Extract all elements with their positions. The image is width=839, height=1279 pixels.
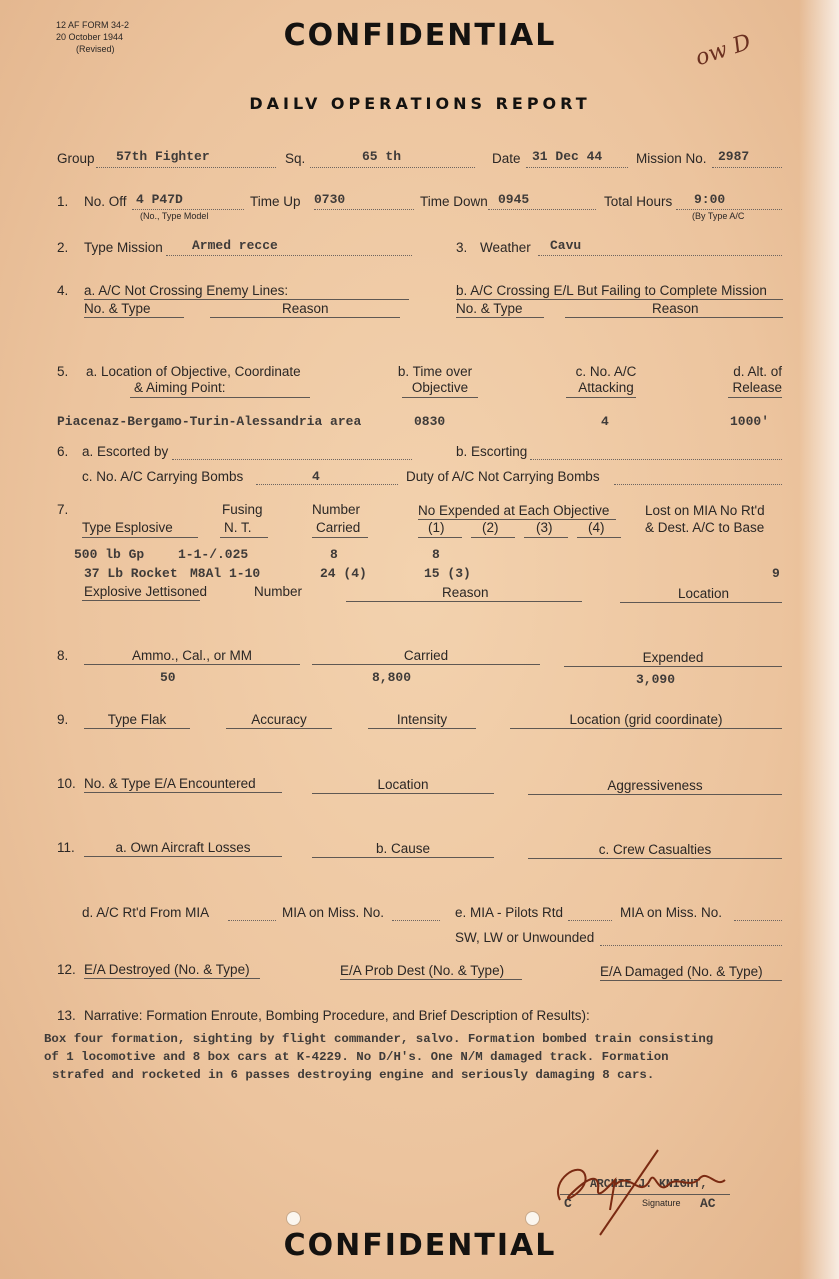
objective-2-underline — [471, 537, 515, 538]
intensity-header: Intensity — [396, 712, 448, 727]
sq-value: 65 th — [362, 149, 402, 164]
ammo-expended-underline — [564, 666, 782, 667]
altitude-value: 1000' — [730, 414, 770, 429]
location-objective-label: a. Location of Objective, Coordinate — [86, 364, 301, 379]
item8-number: 8. — [57, 648, 69, 663]
ea-prob-dest-underline — [340, 979, 522, 980]
ea-destroyed-underline — [84, 978, 260, 979]
b-no-type-header: No. & Type — [456, 301, 523, 316]
accuracy-underline — [226, 728, 332, 729]
objective-1-underline — [418, 537, 462, 538]
mia-pilots-rtd-label: e. MIA - Pilots Rtd — [455, 905, 564, 920]
rank-suffix: AC — [700, 1196, 716, 1211]
objective-label: Objective — [411, 380, 469, 395]
form-number: 12 AF FORM 34-2 — [56, 20, 130, 30]
explosive-type-cell: 500 lb Gp — [74, 547, 145, 562]
sq-line — [310, 167, 475, 168]
no-off-sublabel: (No., Type Model — [140, 211, 209, 221]
objective-2-header: (2) — [482, 520, 499, 535]
paper-edge — [799, 0, 839, 1279]
item6-number: 6. — [57, 444, 69, 459]
intensity-underline — [368, 728, 476, 729]
ea-encountered-underline — [84, 792, 282, 793]
ammo-caliber-value: 50 — [160, 670, 176, 685]
a-no-type-underline — [84, 317, 184, 318]
ammo-carried-header: Carried — [403, 648, 449, 663]
time-down-line — [488, 209, 596, 210]
item13-number: 13. — [57, 1008, 76, 1023]
punch-hole — [525, 1211, 540, 1226]
type-explosive-header: Type Esplosive — [82, 520, 173, 535]
jettisoned-location-underline — [620, 602, 782, 603]
mission-line — [712, 167, 782, 168]
attacking-underline — [566, 397, 636, 398]
ammo-caliber-underline — [84, 664, 300, 665]
cause-underline — [312, 857, 494, 858]
mia-miss-line-1 — [392, 920, 440, 921]
fusing-cell: M8Al 1-10 — [190, 566, 261, 581]
cause-header: b. Cause — [375, 841, 431, 856]
item4-number: 4. — [57, 283, 69, 298]
punch-hole — [286, 1211, 301, 1226]
item12-number: 12. — [57, 962, 76, 977]
objective-3-header: (3) — [536, 520, 553, 535]
mia-miss-label-2: MIA on Miss. No. — [620, 905, 723, 920]
b-no-type-underline — [456, 317, 544, 318]
jettisoned-number-label: Number — [254, 584, 303, 599]
duty-label: Duty of A/C Not Carrying Bombs — [406, 469, 600, 484]
escorting-label: b. Escorting — [456, 444, 528, 459]
ammo-expended-header: Expended — [642, 650, 704, 665]
type-mission-label: Type Mission — [84, 240, 163, 255]
objective-1-header: (1) — [428, 520, 445, 535]
aggressiveness-header: Aggressiveness — [607, 778, 703, 793]
type-flak-header: Type Flak — [107, 712, 167, 727]
report-title: DAILV OPERATIONS REPORT — [249, 94, 591, 113]
attacking-value: 4 — [601, 414, 609, 429]
wounded-line — [600, 945, 782, 946]
carried-cell: 8 — [330, 547, 338, 562]
form-revised: (Revised) — [76, 44, 115, 54]
own-losses-underline — [84, 856, 282, 857]
no-off-value: 4 P47D — [136, 192, 183, 207]
fusing-label: Fusing — [222, 502, 263, 517]
escorted-by-label: a. Escorted by — [82, 444, 169, 459]
form-date: 20 October 1944 — [56, 32, 124, 42]
explosive-type-cell: 37 Lb Rocket — [84, 566, 178, 581]
objective-3-underline — [524, 537, 568, 538]
no-ac-label: c. No. A/C — [575, 364, 637, 379]
mia-miss-label-1: MIA on Miss. No. — [282, 905, 385, 920]
objective-underline — [402, 397, 478, 398]
aggressiveness-underline — [528, 794, 782, 795]
a-reason-underline — [210, 317, 400, 318]
crew-casualties-underline — [528, 858, 782, 859]
classification-header: CONFIDENTIAL — [283, 18, 557, 53]
expended-underline — [418, 519, 616, 520]
item7-number: 7. — [57, 502, 69, 517]
item11-number: 11. — [57, 840, 75, 855]
ea-damaged-header: E/A Damaged (No. & Type) — [600, 964, 763, 979]
time-up-label: Time Up — [250, 194, 301, 209]
carried-underline — [312, 537, 368, 538]
flak-location-header: Location (grid coordinate) — [569, 712, 723, 727]
aiming-point-label: & Aiming Point: — [134, 380, 226, 395]
ea-destroyed-header: E/A Destroyed (No. & Type) — [84, 962, 250, 977]
own-losses-header: a. Own Aircraft Losses — [115, 840, 251, 855]
total-hours-line — [676, 209, 782, 210]
narrative-line-3: strafed and rocketed in 6 passes destroying engine and seriously damaging 8 cars. — [52, 1068, 655, 1082]
aiming-point-underline — [130, 397, 310, 398]
type-flak-underline — [84, 728, 190, 729]
release-label: Release — [732, 380, 782, 395]
jettisoned-reason-label: Reason — [442, 585, 489, 600]
ea-prob-dest-header: E/A Prob Dest (No. & Type) — [340, 963, 505, 978]
group-line — [96, 167, 276, 168]
item1-number: 1. — [57, 194, 69, 209]
mission-value: 2987 — [718, 149, 750, 164]
narrative-line-1: Box four formation, sighting by flight commander, salvo. Formation bombed train consisting — [44, 1032, 714, 1046]
escorting-line — [530, 459, 782, 460]
a-not-crossing-line — [84, 299, 409, 300]
narrative-line-2: of 1 locomotive and 8 box cars at K-4229. No D/H's. One N/M damaged track. Formation — [44, 1050, 669, 1064]
type-mission-value: Armed recce — [192, 238, 278, 253]
b-reason-header: Reason — [652, 301, 699, 316]
sq-label: Sq. — [285, 151, 306, 166]
ammo-caliber-header: Ammo., Cal., or MM — [131, 648, 252, 663]
ammo-carried-underline — [312, 664, 540, 665]
handwritten-note: ow D — [692, 29, 755, 72]
nt-header: N. T. — [224, 520, 252, 535]
carried-header: Carried — [316, 520, 361, 535]
time-down-value: 0945 — [498, 192, 530, 207]
total-hours-sublabel: (By Type A/C — [692, 211, 745, 221]
date-value: 31 Dec 44 — [532, 149, 603, 164]
expended-cell: 15 (3) — [424, 566, 471, 581]
mission-label: Mission No. — [636, 151, 707, 166]
b-crossing-label: b. A/C Crossing E/L But Failing to Complete Mission — [456, 283, 767, 298]
a-not-crossing-label: a. A/C Not Crossing Enemy Lines: — [84, 283, 289, 298]
accuracy-header: Accuracy — [251, 712, 307, 727]
nt-underline — [220, 537, 268, 538]
escorted-by-line — [172, 459, 412, 460]
a-no-type-header: No. & Type — [84, 301, 151, 316]
item3-number: 3. — [456, 240, 468, 255]
narrative-label: Narrative: Formation Enroute, Bombing Procedure, and Brief Description of Results): — [84, 1008, 590, 1023]
objective-4-header: (4) — [588, 520, 605, 535]
expended-cell: 8 — [432, 547, 440, 562]
number-label: Number — [312, 502, 361, 517]
dest-base-label: & Dest. A/C to Base — [645, 520, 765, 535]
time-over-label: b. Time over — [397, 364, 473, 379]
alt-release-label: d. Alt. of — [733, 364, 782, 379]
item10-number: 10. — [57, 776, 76, 791]
no-off-line — [132, 209, 244, 210]
ea-encountered-header: No. & Type E/A Encountered — [84, 776, 256, 791]
objective-4-underline — [577, 537, 621, 538]
signature-label: Signature — [642, 1198, 681, 1208]
b-reason-underline — [565, 317, 783, 318]
ea-damaged-underline — [600, 980, 782, 981]
carrying-bombs-label: c. No. A/C Carrying Bombs — [82, 469, 244, 484]
mia-miss-line-2 — [734, 920, 782, 921]
b-crossing-line — [456, 299, 783, 300]
weather-label: Weather — [480, 240, 531, 255]
expended-objective-label: No Expended at Each Objective — [418, 503, 610, 518]
total-hours-label: Total Hours — [604, 194, 673, 209]
weather-value: Cavu — [550, 238, 582, 253]
attacking-label: Attacking — [578, 380, 634, 395]
total-hours-value: 9:00 — [694, 192, 726, 207]
ea-location-header: Location — [377, 777, 429, 792]
carrying-bombs-line — [256, 484, 398, 485]
ea-location-underline — [312, 793, 494, 794]
crew-casualties-header: c. Crew Casualties — [598, 842, 712, 857]
mia-pilots-rtd-line — [568, 920, 612, 921]
ac-rtd-mia-label: d. A/C Rt'd From MIA — [82, 905, 210, 920]
ac-rtd-mia-line — [228, 920, 276, 921]
item2-number: 2. — [57, 240, 69, 255]
jettisoned-underline — [82, 600, 200, 601]
date-label: Date — [492, 151, 521, 166]
jettisoned-reason-underline — [346, 601, 582, 602]
flak-location-underline — [510, 728, 782, 729]
handwritten-signature-icon — [540, 1140, 740, 1240]
group-label: Group — [57, 151, 95, 166]
item5-number: 5. — [57, 364, 69, 379]
no-off-label: No. Off — [84, 194, 127, 209]
type-mission-line — [166, 255, 412, 256]
lost-cell: 9 — [772, 566, 780, 581]
ammo-carried-value: 8,800 — [372, 670, 412, 685]
a-reason-header: Reason — [282, 301, 329, 316]
ammo-expended-value: 3,090 — [636, 672, 676, 687]
explosive-jettisoned-label: Explosive Jettisoned — [84, 584, 208, 599]
objective-location-value: Piacenaz-Bergamo-Turin-Alessandria area — [57, 414, 362, 429]
time-over-value: 0830 — [414, 414, 446, 429]
time-up-line — [314, 209, 414, 210]
group-value: 57th Fighter — [116, 149, 210, 164]
classification-footer: CONFIDENTIAL — [283, 1228, 557, 1263]
release-underline — [728, 397, 782, 398]
duty-line — [614, 484, 782, 485]
jettisoned-location-label: Location — [678, 586, 730, 601]
lost-mia-label: Lost on MIA No Rt'd — [645, 503, 765, 518]
weather-line — [538, 255, 782, 256]
fusing-cell: 1-1-/.025 — [178, 547, 249, 562]
typed-name: ARCHIE J. KNIGHT, — [590, 1178, 708, 1191]
date-line — [526, 167, 628, 168]
wounded-label: SW, LW or Unwounded — [455, 930, 595, 945]
rank-prefix: C — [564, 1196, 572, 1211]
time-up-value: 0730 — [314, 192, 346, 207]
type-explosive-underline — [82, 537, 198, 538]
time-down-label: Time Down — [420, 194, 488, 209]
item9-number: 9. — [57, 712, 69, 727]
carrying-bombs-value: 4 — [312, 469, 320, 484]
carried-cell: 24 (4) — [320, 566, 367, 581]
